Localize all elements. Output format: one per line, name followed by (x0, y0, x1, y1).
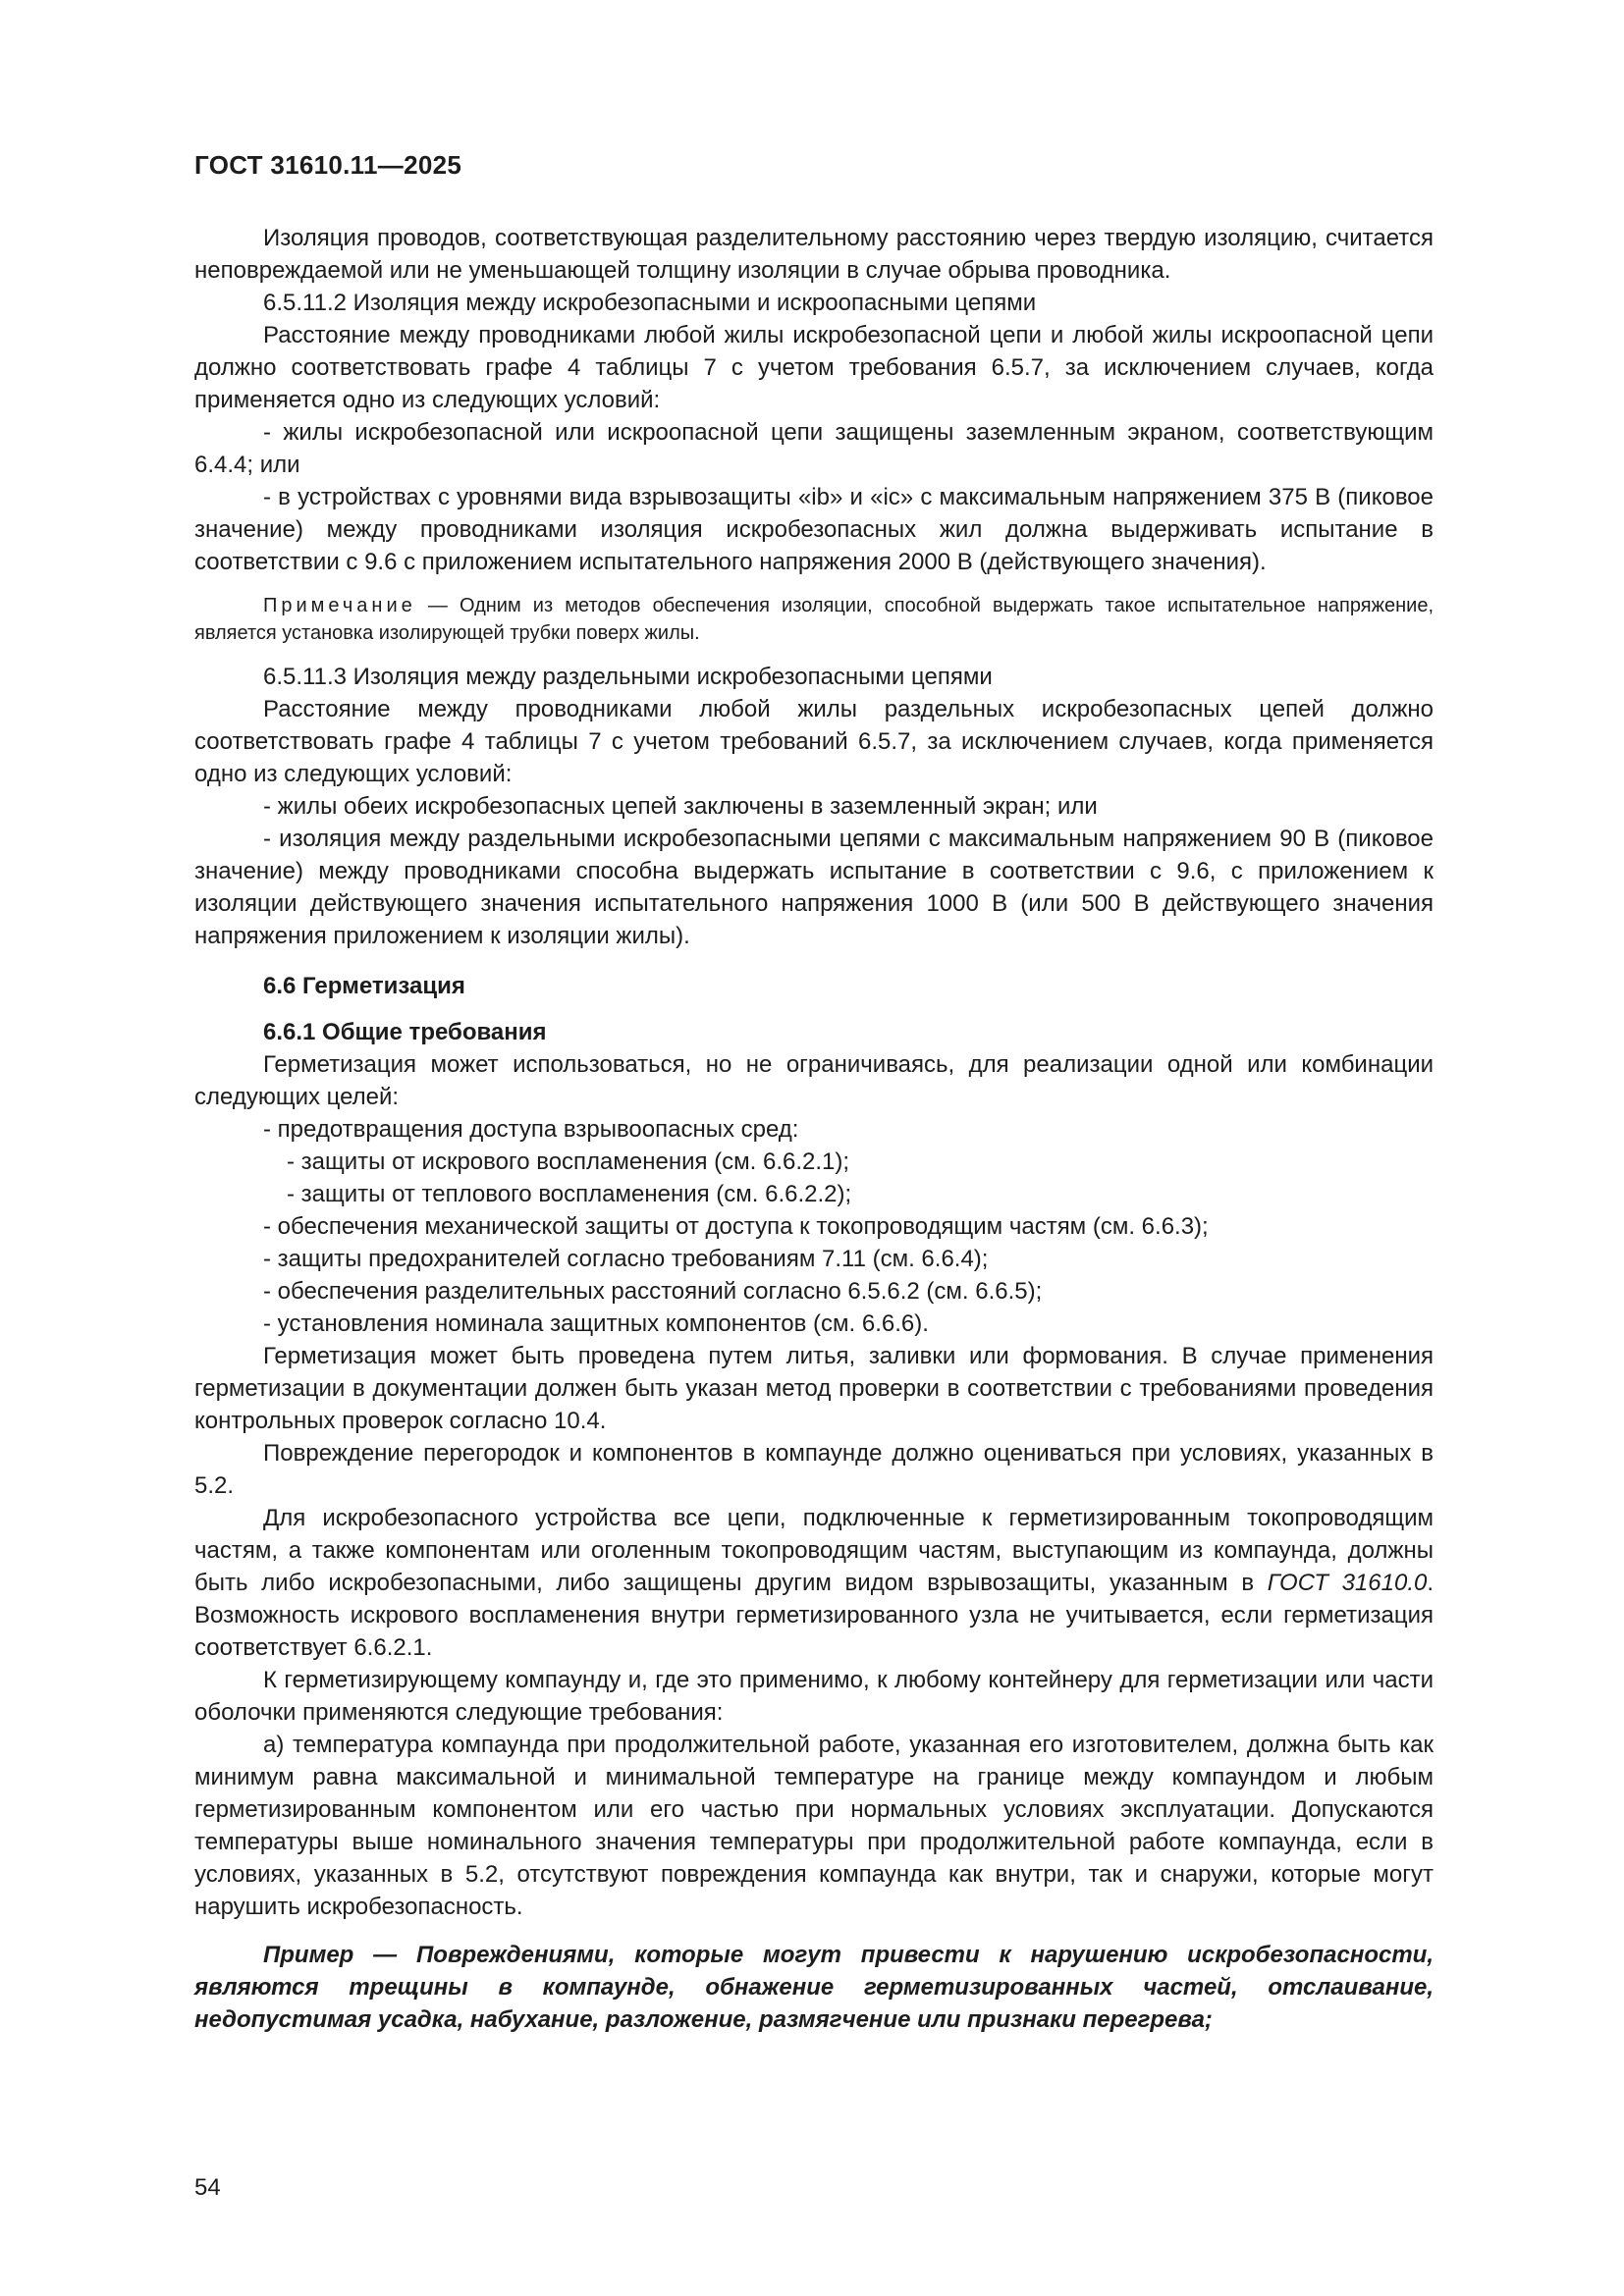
document-body (194, 222, 1434, 2036)
list-item: - жилы искробезопасной или искроопасной цепи защищены заземленным экраном, соответствующим 6.4.4; или (194, 419, 1434, 478)
clause-heading: 6.5.11.3 Изоляция между раздельными искробезопасными цепями (263, 664, 993, 690)
subsection-heading: 6.6.1 Общие требования (263, 1019, 547, 1045)
example: Пример — Повреждениями, которые могут привести к нарушению искробезопасности, являются трещины в компаунде, обнажение герметизированных частей, отслаивание, недопустимая усадка, набухание, разложение, размягчение или признаки перегрева; (194, 1942, 1434, 2033)
section-heading: 6.6 Герметизация (263, 973, 465, 999)
text-fragment: Для искробезопасного устройства все цепи, подключенные к герметизированным токопроводящим частям, а также компонентам или оголенным токопроводящим частям, выступающим из компаунда, должны быть либо искробезопасными, либо защищены другим видом взрывозащиты, указанным в (194, 1505, 1434, 1596)
list-item: - установления номинала защитных компонентов (см. 6.6.6). (263, 1310, 929, 1337)
text-fragment: . Возможность искрового воспламенения внутри герметизированного узла не учитывается, если герметизация соответствует 6.6.2.1. (194, 1570, 1435, 1661)
list-item: - обеспечения разделительных расстояний согласно 6.5.6.2 (см. 6.6.5); (263, 1278, 1043, 1305)
list-item: а) температура компаунда при продолжительной работе, указанная его изготовителем, должна быть как минимум равна максимальной и минимальной температуре на границе между компаундом и любым герметизированным компонентом или его частью при нормальных условиях эксплуатации. Допускаются температуры выше номинального значения температуры при продолжительной работе компаунда, если в условиях, указанных в 5.2, отсутствуют повреждения компаунда как внутри, так и снаружи, которые могут нарушить искробезопасность. (194, 1732, 1434, 1920)
page-number: 54 (194, 2174, 221, 2201)
list-item: - изоляция между раздельными искробезопасными цепями с максимальным напряжением 90 В (пиковое значение) между проводниками способна выдержать испытание в соответствии с 9.6, с приложением к изоляции действующего значения испытательного напряжения 1000 В (или 500 В действующего значения напряжения приложением к изоляции жилы). (194, 826, 1434, 949)
note (194, 592, 1434, 647)
list-item: - защиты от искрового воспламенения (см. 6.6.2.1); (287, 1148, 850, 1175)
paragraph: Повреждение перегородок и компонентов в компаунде должно оцениваться при условиях, указанных в 5.2. (194, 1440, 1434, 1499)
clause-heading: 6.5.11.2 Изоляция между искробезопасными и искроопасными цепями (263, 290, 1037, 316)
list-item: - жилы обеих искробезопасных цепей заключены в заземленный экран; или (263, 793, 1098, 820)
list-item: - защиты предохранителей согласно требованиям 7.11 (см. 6.6.4); (263, 1246, 989, 1272)
paragraph: Герметизация может быть проведена путем литья, заливки или формования. В случае применения герметизации в документации должен быть указан метод проверки в соответствии с требованиями проведения контрольных проверок согласно 10.4. (194, 1343, 1434, 1434)
paragraph: Расстояние между проводниками любой жилы искробезопасной цепи и любой жилы искроопасной цепи должно соответствовать графе 4 таблицы 7 с учетом требования 6.5.7, за исключением случаев, когда применяется одно из следующих условий: (194, 322, 1434, 413)
document-header: ГОСТ 31610.11—2025 (194, 150, 462, 180)
note-text: — Одним из методов обеспечения изоляции, способной выдержать такое испытательное напряжение, является установка изолирующей трубки поверх жилы. (194, 595, 1434, 644)
list-item: - обеспечения механической защиты от доступа к токопроводящим частям (см. 6.6.3); (263, 1213, 1209, 1240)
paragraph (194, 1502, 1434, 1664)
paragraph: К герметизирующему компаунду и, где это применимо, к любому контейнеру для герметизации или части оболочки применяются следующие требования: (194, 1667, 1434, 1726)
standard-reference: ГОСТ 31610.0 (1267, 1570, 1428, 1596)
list-item: - в устройствах с уровнями вида взрывозащиты «ib» и «ic» с максимальным напряжением 375 В (пиковое значение) между проводниками изоляция искробезопасных жил должна выдерживать испытание в соответствии с 9.6 с приложением испытательного напряжения 2000 В (действующего значения). (194, 484, 1434, 575)
paragraph: Герметизация может использоваться, но не ограничиваясь, для реализации одной или комбинации следующих целей: (194, 1051, 1434, 1110)
note-label: Примечание (263, 595, 416, 616)
paragraph: Изоляция проводов, соответствующая разделительному расстоянию через твердую изоляцию, считается неповреждаемой или не уменьшающей толщину изоляции в случае обрыва проводника. (194, 225, 1434, 284)
paragraph: Расстояние между проводниками любой жилы раздельных искробезопасных цепей должно соответствовать графе 4 таблицы 7 с учетом требований 6.5.7, за исключением случаев, когда применяется одно из следующих условий: (194, 696, 1434, 787)
list-item: - предотвращения доступа взрывоопасных сред: (263, 1116, 799, 1143)
list-item: - защиты от теплового воспламенения (см. 6.6.2.2); (287, 1181, 852, 1207)
